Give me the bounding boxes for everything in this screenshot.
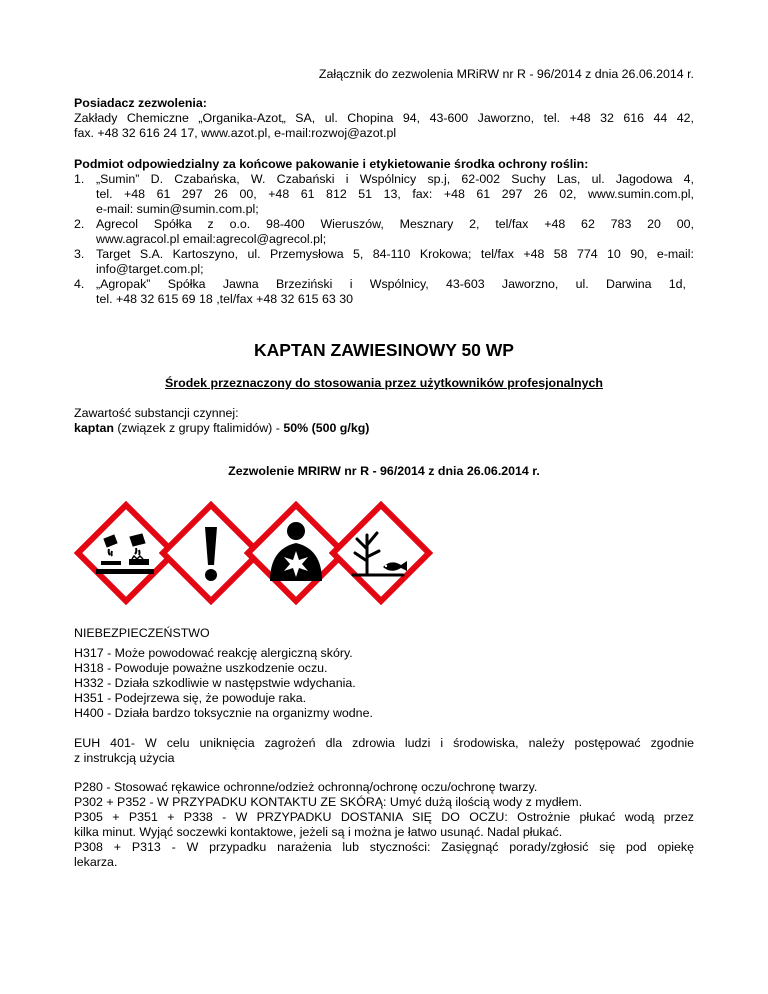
precautionary-statement: P302 + P352 - W PRZYPADKU KONTAKTU ZE SKÓRĄ: Umyć dużą ilością wody z mydłem.: [74, 795, 583, 809]
packer-number: 2.: [74, 217, 85, 231]
holder-heading: Posiadacz zezwolenia:: [74, 96, 207, 110]
holder-line-1: Zakłady Chemiczne „Organika-Azot„ SA, ul. Chopina 94, 43-600 Jaworzno, tel. +48 32 616 44 42,: [74, 111, 694, 125]
packer-4-line-1: „Agropak” Spółka Jawna Brzeziński i Wspólnicy, 43-603 Jaworzno, ul. Darwina 1d,: [96, 277, 686, 291]
hazard-statement: H318 - Powoduje poważne uszkodzenie oczu.: [74, 661, 328, 675]
precautionary-statement: P305 + P351 + P338 - W PRZYPADKU DOSTANIA SIĘ DO OCZU: Ostrożnie płukać wodą przez: [74, 810, 694, 824]
professional-note: Środek przeznaczony do stosowania przez użytkowników profesjonalnych: [165, 376, 603, 390]
euh401-line-2: z instrukcją użycia: [74, 751, 175, 765]
packer-number: 1.: [74, 172, 85, 186]
active-substance-label: Zawartość substancji czynnej:: [74, 406, 239, 420]
header-note: Załącznik do zezwolenia MRiRW nr R - 96/2014 z dnia 26.06.2014 r.: [318, 67, 694, 81]
precautionary-statement: P280 - Stosować rękawice ochronne/odzież ochronną/ochronę oczu/ochronę twarzy.: [74, 780, 538, 794]
substance-content: 50% (500 g/kg): [283, 421, 370, 435]
precautionary-statement: kilka minut. Wyjąć soczewki kontaktowe, jeżeli są i można je łatwo usunąć. Nadal płukać.: [74, 825, 563, 839]
holder-line-2: fax. +48 32 616 24 17, www.azot.pl, e-mail:rozwoj@azot.pl: [74, 126, 397, 140]
packer-number: 4.: [74, 277, 85, 291]
hazard-statement: H332 - Działa szkodliwie w następstwie wdychania.: [74, 676, 356, 690]
substance-name: kaptan: [74, 421, 114, 435]
substance-group: (związek z grupy ftalimidów) -: [113, 421, 284, 435]
packer-3-line-1: Target S.A. Kartoszyno, ul. Przemysłowa 5, 84-110 Krokowa; tel/fax +48 58 774 10 90, e-mail:: [96, 247, 694, 261]
packer-2-line-1: Agrecol Spółka z o.o. 98-400 Wieruszów, Mesznary 2, tel/fax +48 62 783 20 00,: [96, 217, 694, 231]
product-title: KAPTAN ZAWIESINOWY 50 WP: [254, 340, 514, 360]
active-substance: [74, 421, 369, 436]
permit-number: Zezwolenie MRIRW nr R - 96/2014 z dnia 26.06.2014 r.: [228, 464, 540, 478]
packer-1-line-3: e-mail: sumin@sumin.com.pl;: [96, 202, 259, 216]
euh401-line-1: EUH 401- W celu uniknięcia zagrożeń dla zdrowia ludzi i środowiska, należy postępować zgodnie: [74, 736, 694, 750]
hazard-statement: H317 - Może powodować reakcję alergiczną skóry.: [74, 646, 353, 660]
precautionary-statement: lekarza.: [74, 855, 118, 869]
packer-4-line-2: tel. +48 32 615 69 18 ,tel/fax +48 32 615 63 30: [96, 292, 353, 306]
packer-2-line-2: www.agracol.pl email:agrecol@agrecol.pl;: [96, 232, 327, 246]
signal-word: NIEBEZPIECZEŃSTWO: [74, 626, 210, 640]
packer-3-line-2: info@target.com.pl;: [96, 262, 204, 276]
environment-icon: [329, 501, 433, 605]
packer-1-line-2: tel. +48 61 297 26 00, +48 61 812 51 13, fax: +48 61 297 26 02, www.sumin.com.pl,: [96, 187, 694, 201]
packer-1-line-1: „Sumin” D. Czabańska, W. Czabański i Wspólnicy sp.j, 62-002 Suchy Las, ul. Jagodowa 4,: [96, 172, 694, 186]
packers-heading: Podmiot odpowiedzialny za końcowe pakowanie i etykietowanie środka ochrony roślin:: [74, 157, 589, 171]
hazard-statement: H400 - Działa bardzo toksycznie na organizmy wodne.: [74, 706, 373, 720]
packer-number: 3.: [74, 247, 85, 261]
hazard-statement: H351 - Podejrzewa się, że powoduje raka.: [74, 691, 307, 705]
precautionary-statement: P308 + P313 - W przypadku narażenia lub styczności: Zasięgnąć porady/zgłosić się pod opiekę: [74, 840, 694, 854]
